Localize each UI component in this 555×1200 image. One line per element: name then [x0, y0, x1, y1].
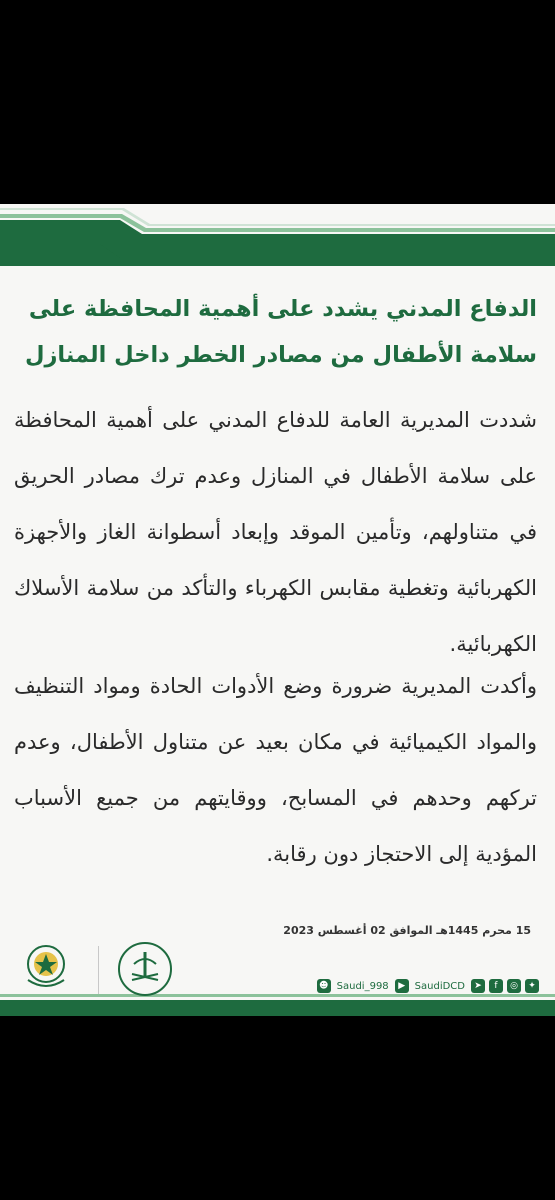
publication-date: 15 محرم 1445هـ الموافق 02 أغسطس 2023 [283, 924, 531, 937]
announcement-card [0, 204, 555, 1016]
youtube-icon: ▶ [395, 979, 409, 993]
ministry-emblem-logo [116, 940, 174, 998]
headline [14, 286, 537, 378]
telegram-icon: ➤ [471, 979, 485, 993]
handle-saudidcd: SaudiDCD [414, 980, 465, 992]
logo-divider [98, 946, 99, 994]
body-paragraph-1: شددت المديرية العامة للدفاع المدني على أهمية المحافظة على سلامة الأطفال في المنازل وعدم ترك مصادر الحريق في متناولهم، وتأمين الموقد وإبعاد أسطوانة الغاز والأجهزة الكهربائية وتغطية مقابس الكهرباء والتأكد من سلامة الأسلاك الكهربائية. [14, 408, 537, 656]
user-icon: ☻ [317, 979, 331, 993]
facebook-icon: f [489, 979, 503, 993]
civil-defense-logo [18, 940, 74, 996]
handle-saudi-998: Saudi_998 [336, 980, 389, 992]
twitter-icon: ✦ [525, 979, 539, 993]
headline-line-2: سلامة الأطفال من مصادر الخطر داخل المنازل [24, 342, 537, 368]
social-media-bar [317, 974, 539, 998]
body-paragraph-2: وأكدت المديرية ضرورة وضع الأدوات الحادة ومواد التنظيف والمواد الكيميائية في مكان بعيد عن متناول الأطفال، وعدم تركهم وحدهم في المسابح، ووقايتهم من جميع الأسباب المؤدية إلى الاحتجاز دون رقابة. [14, 674, 537, 866]
top-decorative-band [0, 204, 555, 266]
headline-line-1: الدفاع المدني يشدد على أهمية المحافظة على [28, 296, 537, 322]
instagram-icon: ◎ [507, 979, 521, 993]
